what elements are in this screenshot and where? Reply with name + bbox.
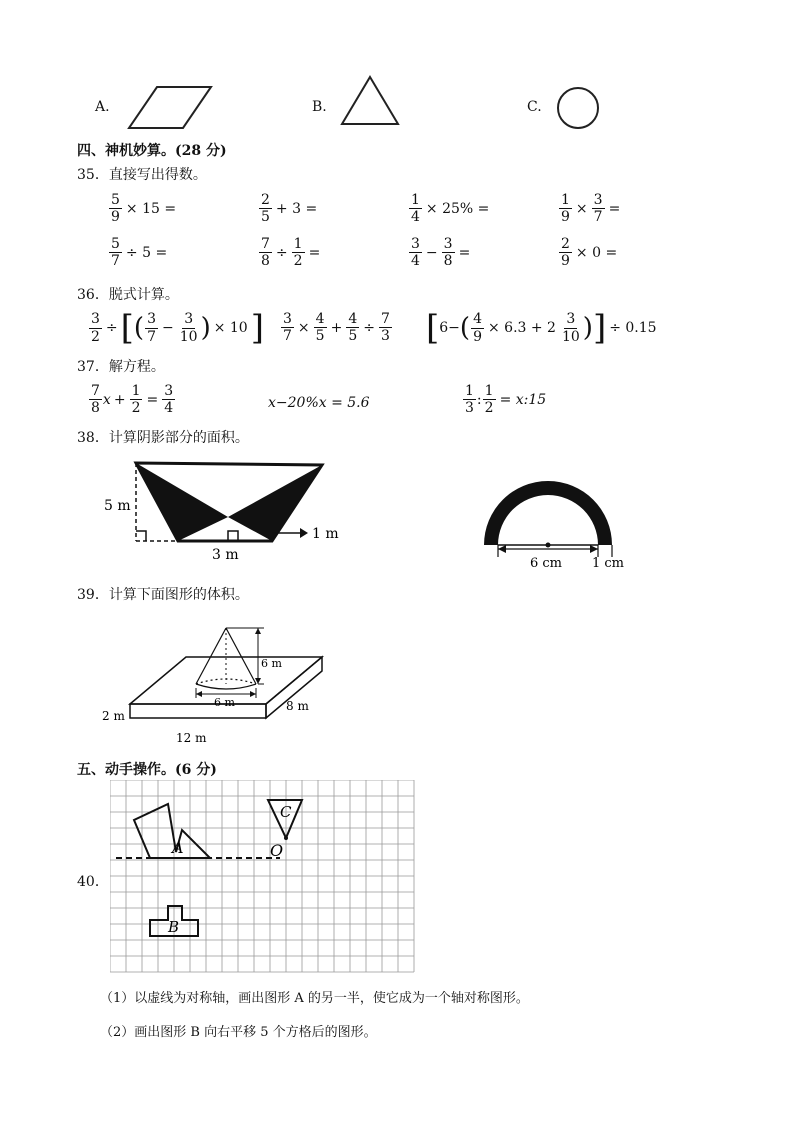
parallelogram-shape (125, 84, 215, 132)
q35-label: 35．直接写出得数。 (77, 167, 207, 183)
q35-item-2: $\frac{2}{5}$ + 3 = (261, 192, 318, 226)
q35-item-7: $\frac{3}{4}$ − $\frac{3}{8}$ = (411, 236, 471, 270)
q36-expr-1: $\frac{3}{2}$ ÷ [ ( $\frac{3}{7}$ − $\frac{3}{10}$ ) × 10 ] (91, 308, 264, 348)
shape-c-label: C (280, 803, 292, 821)
cone-on-cuboid-figure (96, 620, 336, 750)
q40-instruction-2: （2）画出图形 B 向右平移 5 个方格后的图形。 (100, 1025, 377, 1040)
q39-label: 39．计算下面图形的体积。 (77, 587, 249, 603)
section5-title: 五、动手操作。(6 分) (77, 762, 217, 778)
q35-item-6: $\frac{7}{8}$ ÷ $\frac{1}{2}$ = (261, 236, 321, 270)
cuboid-thickness-label: 2 m (102, 709, 125, 723)
top-gap-label: 1 m (312, 526, 339, 542)
option-c-label: C. (527, 99, 542, 115)
option-a-label: A. (95, 99, 110, 115)
triangle-shape (338, 74, 402, 128)
q36-expr-2: $\frac{3}{7}$ × $\frac{4}{5}$ + $\frac{4}{5}$ ÷ $\frac{7}{3}$ (283, 311, 390, 345)
point-o-label: O (270, 841, 284, 860)
option-b-label: B. (312, 99, 327, 115)
q40-instruction-1: （1）以虚线为对称轴，画出图形 A 的另一半，使它成为一个轴对称图形。 (100, 991, 529, 1006)
shape-b-label: B (168, 918, 180, 936)
height-label: 5 m (104, 498, 131, 514)
q35-item-4: $\frac{1}{9}$ × $\frac{3}{7}$ = (561, 192, 621, 226)
inner-diameter-label: 6 cm (530, 556, 563, 571)
q37-equation-2: x−20%x = 5.6 (268, 395, 370, 411)
shape-a-label: A (172, 838, 184, 857)
q40-label: 40． (77, 874, 109, 890)
cuboid-length-label: 12 m (176, 731, 207, 745)
ring-width-label: 1 cm (592, 556, 625, 571)
q36-expr-3: [ 6− ( $\frac{4}{9}$ × 6.3 + 2 $\frac{3}{10}$ ) ] ÷ 0.15 (426, 308, 657, 348)
shaded-trapezoid-figure (100, 455, 350, 565)
q37-equation-1: $\frac{7}{8}$ x + $\frac{1}{2}$ = $\frac{3}{4}$ (91, 383, 174, 417)
base-label: 3 m (212, 547, 239, 563)
q35-item-3: $\frac{1}{4}$ × 25% = (411, 192, 490, 226)
q36-label: 36．脱式计算。 (77, 287, 179, 303)
q35-item-8: $\frac{2}{9}$ × 0 = (561, 236, 618, 270)
q38-label: 38．计算阴影部分的面积。 (77, 430, 249, 446)
shaded-semicircle-ring-figure (478, 465, 638, 575)
q37-equation-3: $\frac{1}{3}$ : $\frac{1}{2}$ = x:15 (465, 383, 547, 417)
cone-height-label: 6 m (261, 657, 282, 670)
q37-label: 37．解方程。 (77, 359, 165, 375)
square-grid-figure (110, 780, 420, 980)
section4-title: 四、神机妙算。(28 分) (77, 143, 227, 159)
cuboid-depth-label: 8 m (286, 699, 309, 713)
q35-item-5: $\frac{5}{7}$ ÷ 5 = (111, 236, 168, 270)
cone-diameter-label: 6 m (214, 696, 235, 709)
q35-item-1: $\frac{5}{9}$ × 15 = (111, 192, 177, 226)
circle-shape (554, 84, 602, 132)
